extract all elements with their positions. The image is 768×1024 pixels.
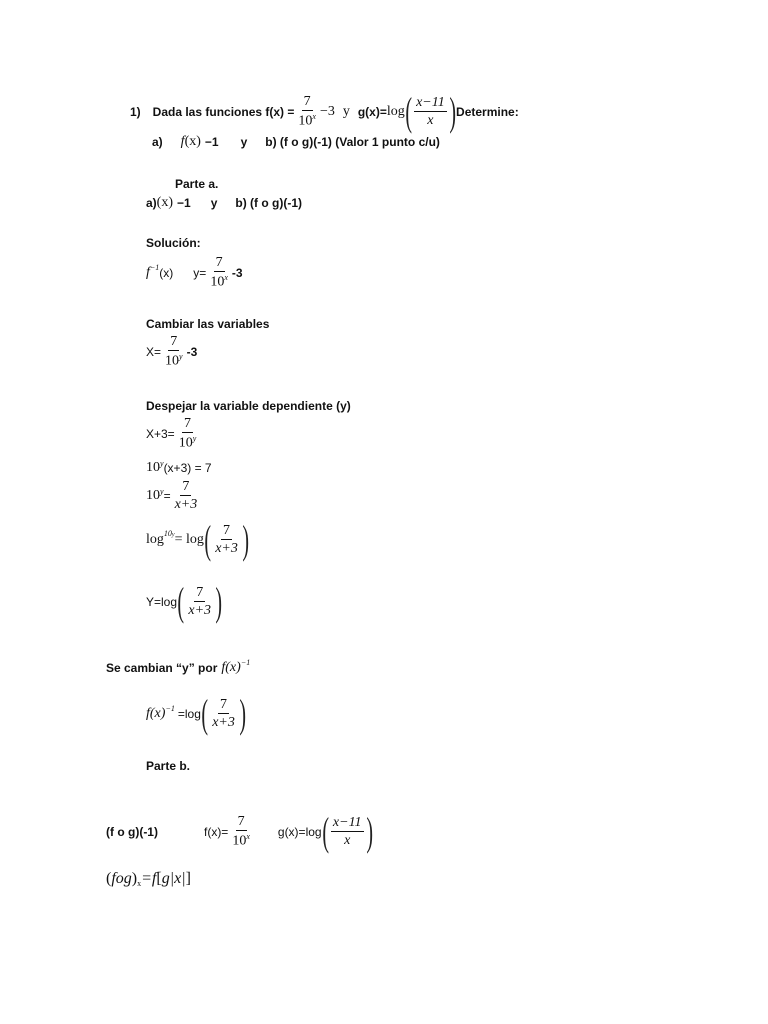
composition-line: ( fog ) $_x$ =f [ g |x| ] [106,870,191,888]
left-paren: ( [405,89,412,134]
cambiar-label: Cambiar las variables [146,317,270,331]
se-cambian-line: Se cambian “y” por f (x) $^{-1}$ [106,657,251,675]
x3-eq-line: X+3= $\frac{7}{10^y}$ [146,416,197,451]
log-both-line: log $^{10y}$ = log ( $\frac{7}{x+3}$ ) [146,517,249,562]
g-label: g(x)= [357,105,387,119]
part-b-label: b) (f o g)(-1) (Valor 1 punto c/u) [265,135,440,149]
finv-result-line: f (x) $^{-1}$ =log ( $\frac{7}{x+3}$ ) [146,691,246,736]
conj-y: y [342,104,350,119]
finv-line: f $^{-1}$ (x) y= $\frac{7}{10^x}$ -3 [146,255,243,290]
x-eq-line: X= $\frac{7}{10^y}$ -3 [146,334,198,369]
f-tail: −3 [319,104,335,119]
parte-a-heading: Parte a. [175,177,219,191]
ten-y-frac-line: 10 $^y$ = $\frac{7}{x+3}$ [146,479,198,512]
problem-statement [130,89,519,134]
part-a-letter: a) [152,135,163,149]
g-log: log [386,104,405,119]
despejar-label: Despejar la variable dependiente (y) [146,399,351,413]
problem-intro: Dada las funciones f(x) = [152,105,295,119]
problem-parts: a) f (x) −1 y b) (f o g)(-1) (Valor 1 punto c/u) [152,134,440,149]
right-paren: ) [449,89,456,134]
ten-y-line: 10 $^y$ (x+3) = 7 [146,458,212,475]
parte-b-functions: (f o g)(-1) f(x)= $\frac{7}{10^x}$ g(x)=log ( $\frac{x-11}{x}$ ) [106,809,373,854]
g-fraction: $\frac{x-11}{x}$ [416,95,445,128]
y-log-line: Y=log ( $\frac{7}{x+3}$ ) [146,579,223,624]
f-fraction: $\frac{7}{10^x}$ [298,94,316,129]
solucion-label: Solución: [146,236,201,250]
g-paren [405,89,456,134]
parte-b-heading: Parte b. [146,759,191,773]
problem-number: 1) [130,105,141,119]
parte-a-restate: a) (x) −1 y b) (f o g)(-1) [146,195,303,210]
determine-label: Determine: [456,105,519,119]
